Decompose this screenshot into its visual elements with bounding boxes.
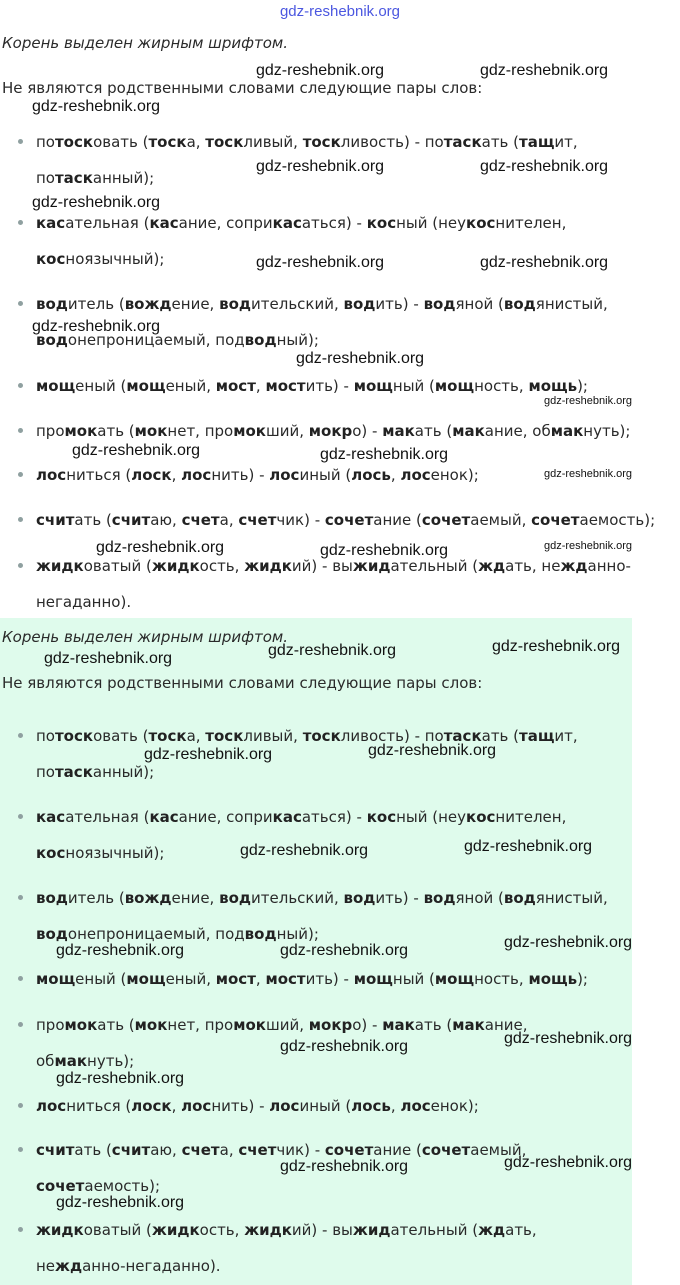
- watermark: gdz-reshebnik.org: [56, 942, 185, 959]
- watermark: gdz-reshebnik.org: [504, 1154, 633, 1171]
- list-item-line: обмакнуть);: [36, 1052, 135, 1070]
- list-item: [36, 286, 608, 358]
- list-item-line: мощеный (мощеный, мост, мостить) - мощный (мощность, мощь);: [36, 970, 588, 988]
- list-item-line: потосковать (тоска, тоскливый, тоскливость) - потаскать (тащит,: [36, 727, 578, 745]
- site-header-link[interactable]: gdz-reshebnik.org: [279, 3, 401, 20]
- list-item: [36, 124, 578, 196]
- watermark: gdz-reshebnik.org: [32, 98, 161, 115]
- list-item-line: касательная (касание, соприкасаться) - косный (неукоснителен,: [36, 214, 567, 232]
- list-item-line: сочетаемость);: [36, 1177, 161, 1195]
- watermark: gdz-reshebnik.org: [96, 539, 225, 556]
- list-item-line: потасканный);: [36, 169, 155, 187]
- watermark: gdz-reshebnik.org: [144, 746, 273, 763]
- list-item: [36, 961, 588, 997]
- intro-text: Не являются родственными словами следующие пары слов:: [2, 79, 483, 97]
- list-item-line: нежданно-негаданно).: [36, 1257, 221, 1275]
- list-item-line: косноязычный);: [36, 844, 165, 862]
- watermark: gdz-reshebnik.org: [544, 540, 633, 552]
- list-item-line: жидковатый (жидкость, жидкий) - выжидательный (ждать,: [36, 1221, 537, 1239]
- watermark: gdz-reshebnik.org: [296, 350, 425, 367]
- list-item-line: жидковатый (жидкость, жидкий) - выжидательный (ждать, нежданно-: [36, 557, 631, 575]
- watermark: gdz-reshebnik.org: [504, 934, 633, 951]
- watermark: gdz-reshebnik.org: [256, 62, 385, 79]
- list-item: [36, 457, 479, 493]
- watermark: gdz-reshebnik.org: [504, 1030, 633, 1047]
- list-item-line: считать (считаю, счета, счетчик) - сочетание (сочетаемый, сочетаемость);: [36, 511, 656, 529]
- watermark: gdz-reshebnik.org: [72, 442, 201, 459]
- watermark: gdz-reshebnik.org: [280, 1038, 409, 1055]
- watermark: gdz-reshebnik.org: [240, 842, 369, 859]
- list-item-line: касательная (касание, соприкасаться) - косный (неукоснителен,: [36, 808, 567, 826]
- list-item: [36, 1212, 537, 1284]
- list-item-line: считать (считаю, счета, счетчик) - сочетание (сочетаемый,: [36, 1141, 527, 1159]
- watermark: gdz-reshebnik.org: [368, 742, 497, 759]
- watermark: gdz-reshebnik.org: [320, 542, 449, 559]
- list-item: [36, 1088, 479, 1124]
- watermark: gdz-reshebnik.org: [480, 62, 609, 79]
- watermark: gdz-reshebnik.org: [256, 158, 385, 175]
- list-item-line: промокать (мокнет, промокший, мокро) - макать (макание,: [36, 1016, 528, 1034]
- list-item: [36, 799, 566, 871]
- watermark: gdz-reshebnik.org: [280, 942, 409, 959]
- bold-root-note: Корень выделен жирным шрифтом.: [2, 34, 289, 52]
- watermark: gdz-reshebnik.org: [32, 318, 161, 335]
- list-item: [36, 1007, 528, 1079]
- watermark: gdz-reshebnik.org: [320, 446, 449, 463]
- list-item-line: водонепроницаемый, подводный);: [36, 925, 319, 943]
- list-item-line: промокать (мокнет, промокший, мокро) - макать (макание, обмакнуть);: [36, 422, 631, 440]
- watermark: gdz-reshebnik.org: [544, 395, 633, 407]
- list-item: [36, 880, 608, 952]
- list-item-line: водонепроницаемый, подводный);: [36, 331, 319, 349]
- list-item-line: водитель (вождение, водительский, водить) - водяной (водянистый,: [36, 889, 608, 907]
- list-item-line: потосковать (тоска, тоскливый, тоскливость) - потаскать (тащит,: [36, 133, 578, 151]
- watermark: gdz-reshebnik.org: [544, 468, 633, 480]
- list-item-line: лосниться (лоск, лоснить) - лосиный (лось, лосенок);: [36, 1097, 479, 1115]
- watermark: gdz-reshebnik.org: [268, 642, 397, 659]
- watermark: gdz-reshebnik.org: [56, 1070, 185, 1087]
- list-item-line: потасканный);: [36, 763, 155, 781]
- intro-text: Не являются родственными словами следующие пары слов:: [2, 674, 483, 692]
- list-item: [36, 1132, 526, 1204]
- watermark: gdz-reshebnik.org: [56, 1194, 185, 1211]
- watermark: gdz-reshebnik.org: [492, 638, 621, 655]
- list-item: [36, 413, 630, 449]
- bold-root-note: Корень выделен жирным шрифтом.: [2, 628, 289, 646]
- watermark: gdz-reshebnik.org: [464, 838, 593, 855]
- list-item-line: мощеный (мощеный, мост, мостить) - мощный (мощность, мощь);: [36, 377, 588, 395]
- list-item: [36, 205, 566, 277]
- watermark: gdz-reshebnik.org: [480, 158, 609, 175]
- list-item: [36, 718, 578, 790]
- list-item: [36, 368, 588, 404]
- list-item-line: негаданно).: [36, 593, 132, 611]
- watermark: gdz-reshebnik.org: [280, 1158, 409, 1175]
- list-item-line: лосниться (лоск, лоснить) - лосиный (лось, лосенок);: [36, 466, 479, 484]
- list-item-line: косноязычный);: [36, 250, 165, 268]
- answer-block-2: [0, 618, 632, 1285]
- watermark: gdz-reshebnik.org: [32, 194, 161, 211]
- watermark: gdz-reshebnik.org: [44, 650, 173, 667]
- watermark: gdz-reshebnik.org: [256, 254, 385, 271]
- answer-block-1: [0, 28, 680, 620]
- watermark: gdz-reshebnik.org: [480, 254, 609, 271]
- list-item: [36, 548, 631, 620]
- list-item-line: водитель (вождение, водительский, водить) - водяной (водянистый,: [36, 295, 608, 313]
- list-item: [36, 502, 655, 538]
